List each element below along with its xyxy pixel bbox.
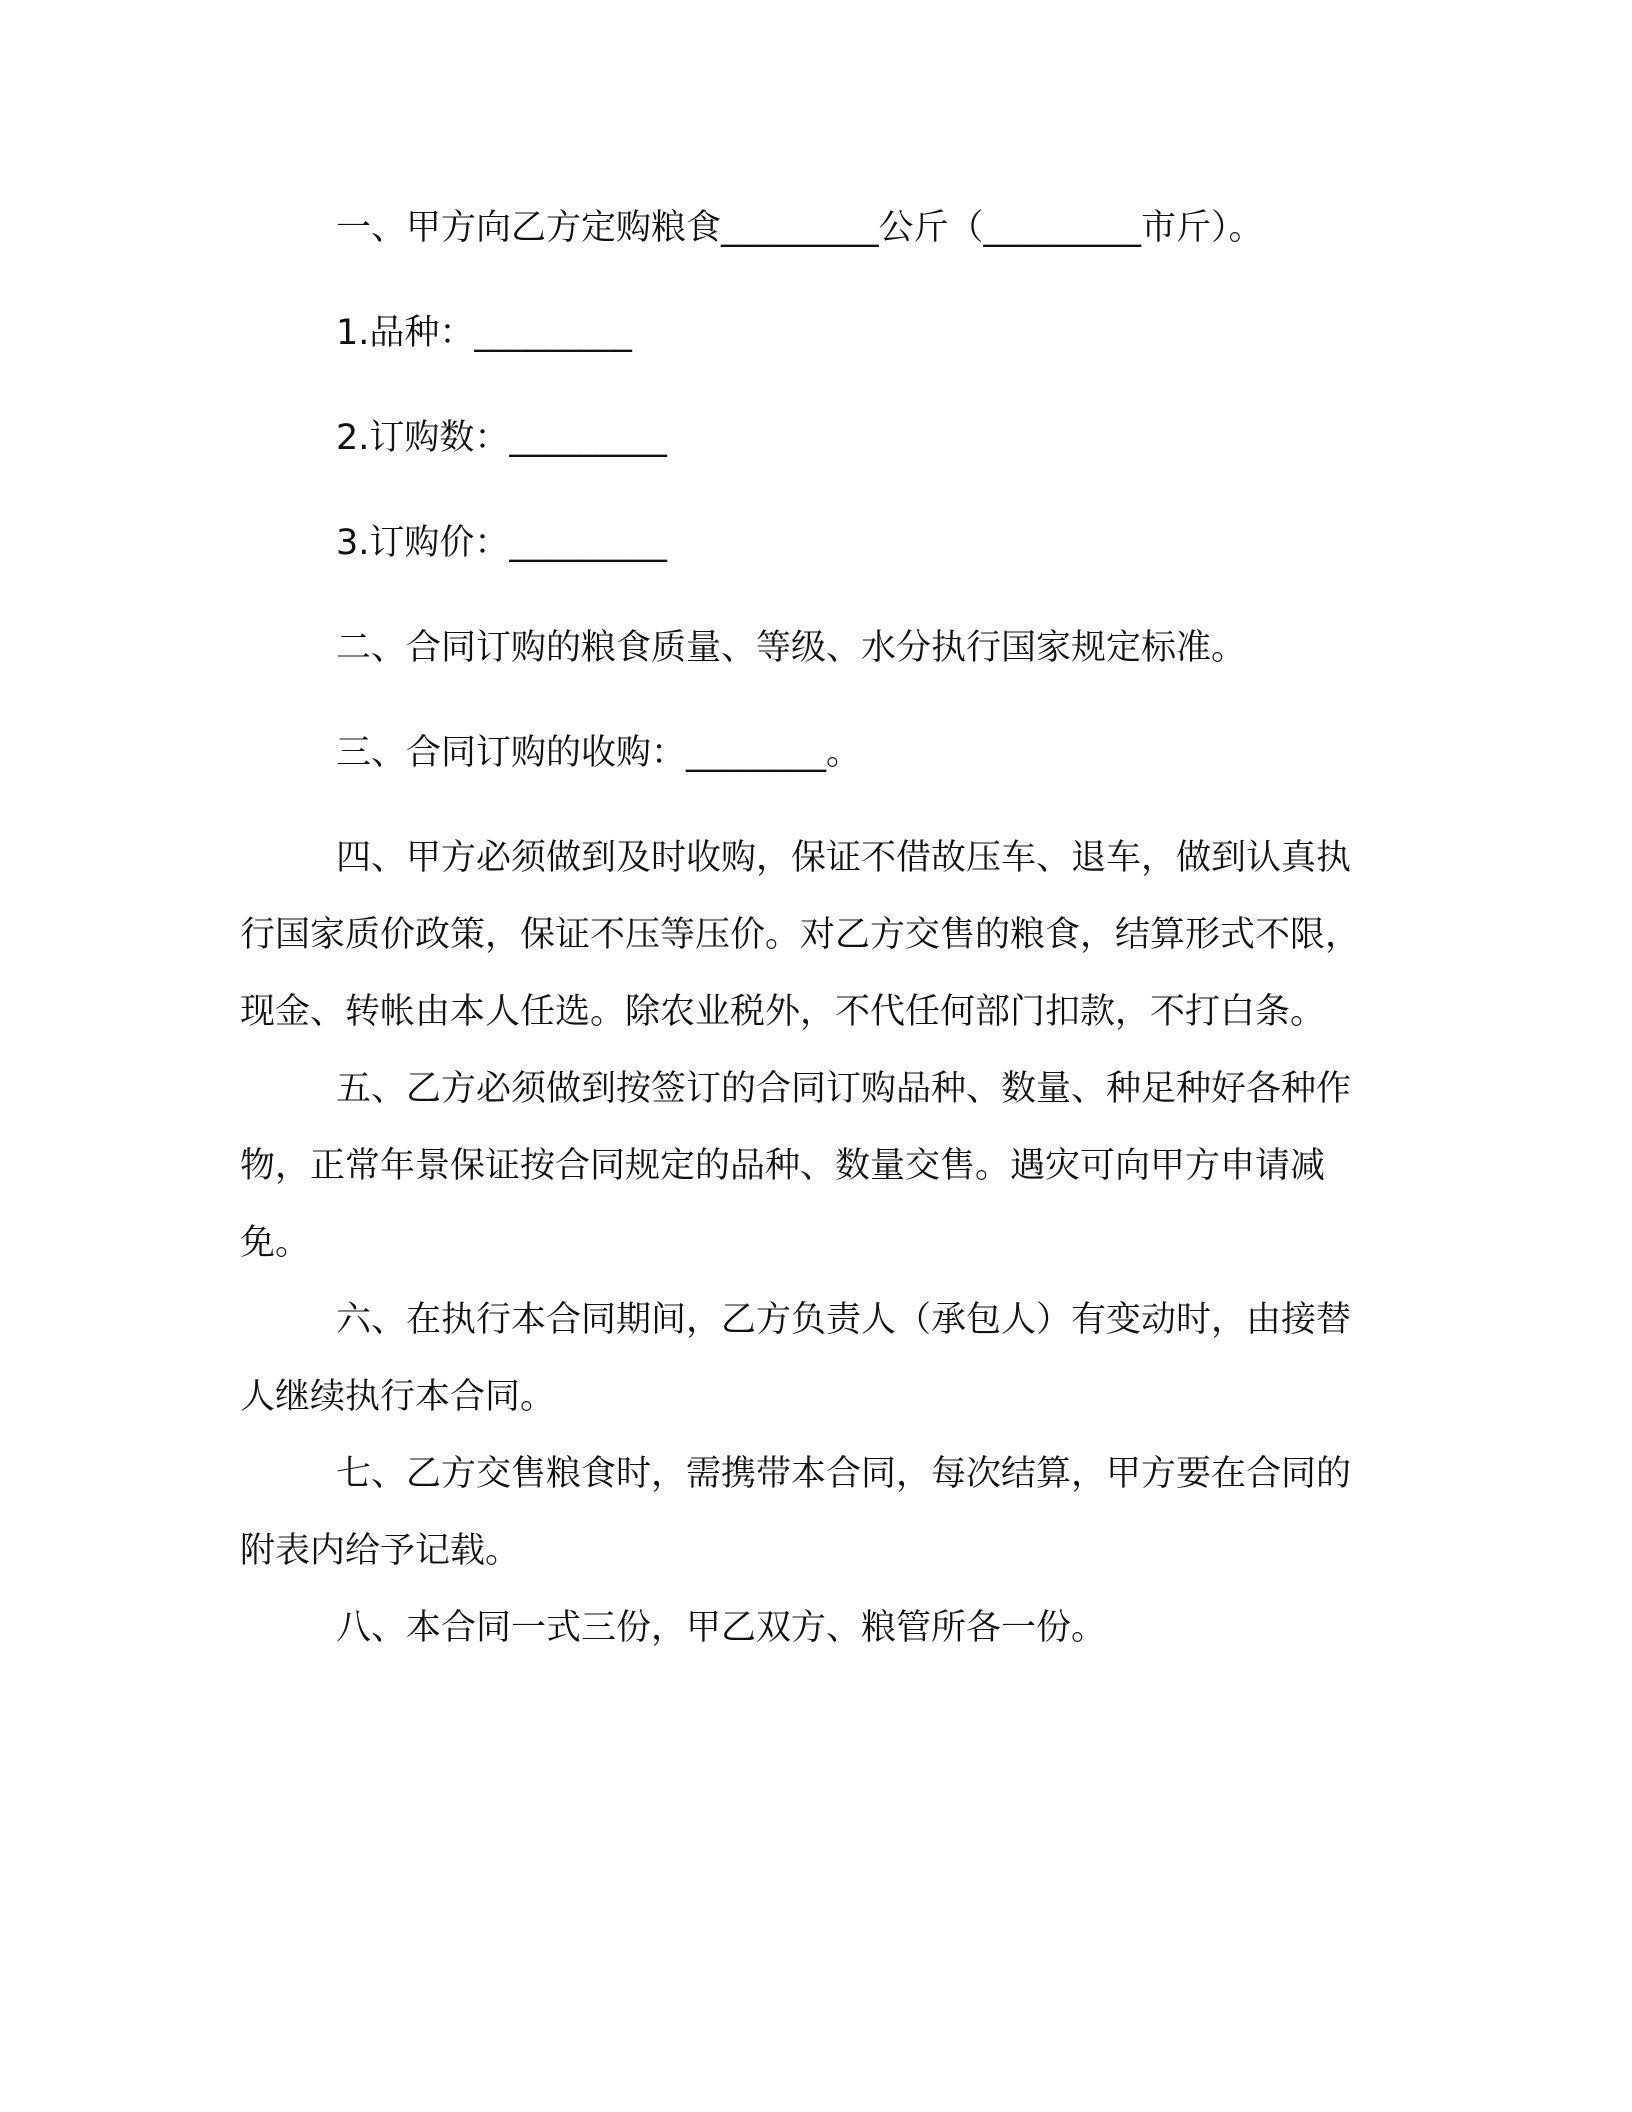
clause-1-item-variety: 1.品种：_________ [336,313,632,353]
clause-2: 二、合同订购的粮食质量、等级、水分执行国家规定标准。 [336,628,1247,668]
clause-1-item-price: 3.订购价：_________ [336,523,667,563]
clause-3: 三、合同订购的收购：________。 [336,733,862,773]
clause-4: 四、甲方必须做到及时收购，保证不借故压车、退车，做到认真执行国家质价政策，保证不压等压价。对乙方交售的粮食，结算形式不限，现金、转帐由本人任选。除农业税外，不代任何部门扣款，不打白条。 [240,838,1361,1032]
clause-1: 一、甲方向乙方定购粮食_________公斤（_________市斤）。 [336,208,1264,248]
clause-1-item-quantity: 2.订购数：_________ [336,418,667,458]
clause-8: 八、本合同一式三份，甲乙双方、粮管所各一份。 [336,1608,1107,1648]
clause-5: 五、乙方必须做到按签订的合同订购品种、数量、种足种好各种作物，正常年景保证按合同规定的品种、数量交售。遇灾可向甲方申请减免。 [240,1069,1352,1263]
clause-6: 六、在执行本合同期间，乙方负责人（承包人）有变动时，由接替人继续执行本合同。 [240,1300,1352,1417]
contract-body [240,190,1380,1667]
clause-7: 七、乙方交售粮食时，需携带本合同，每次结算，甲方要在合同的附表内给予记载。 [240,1454,1352,1571]
